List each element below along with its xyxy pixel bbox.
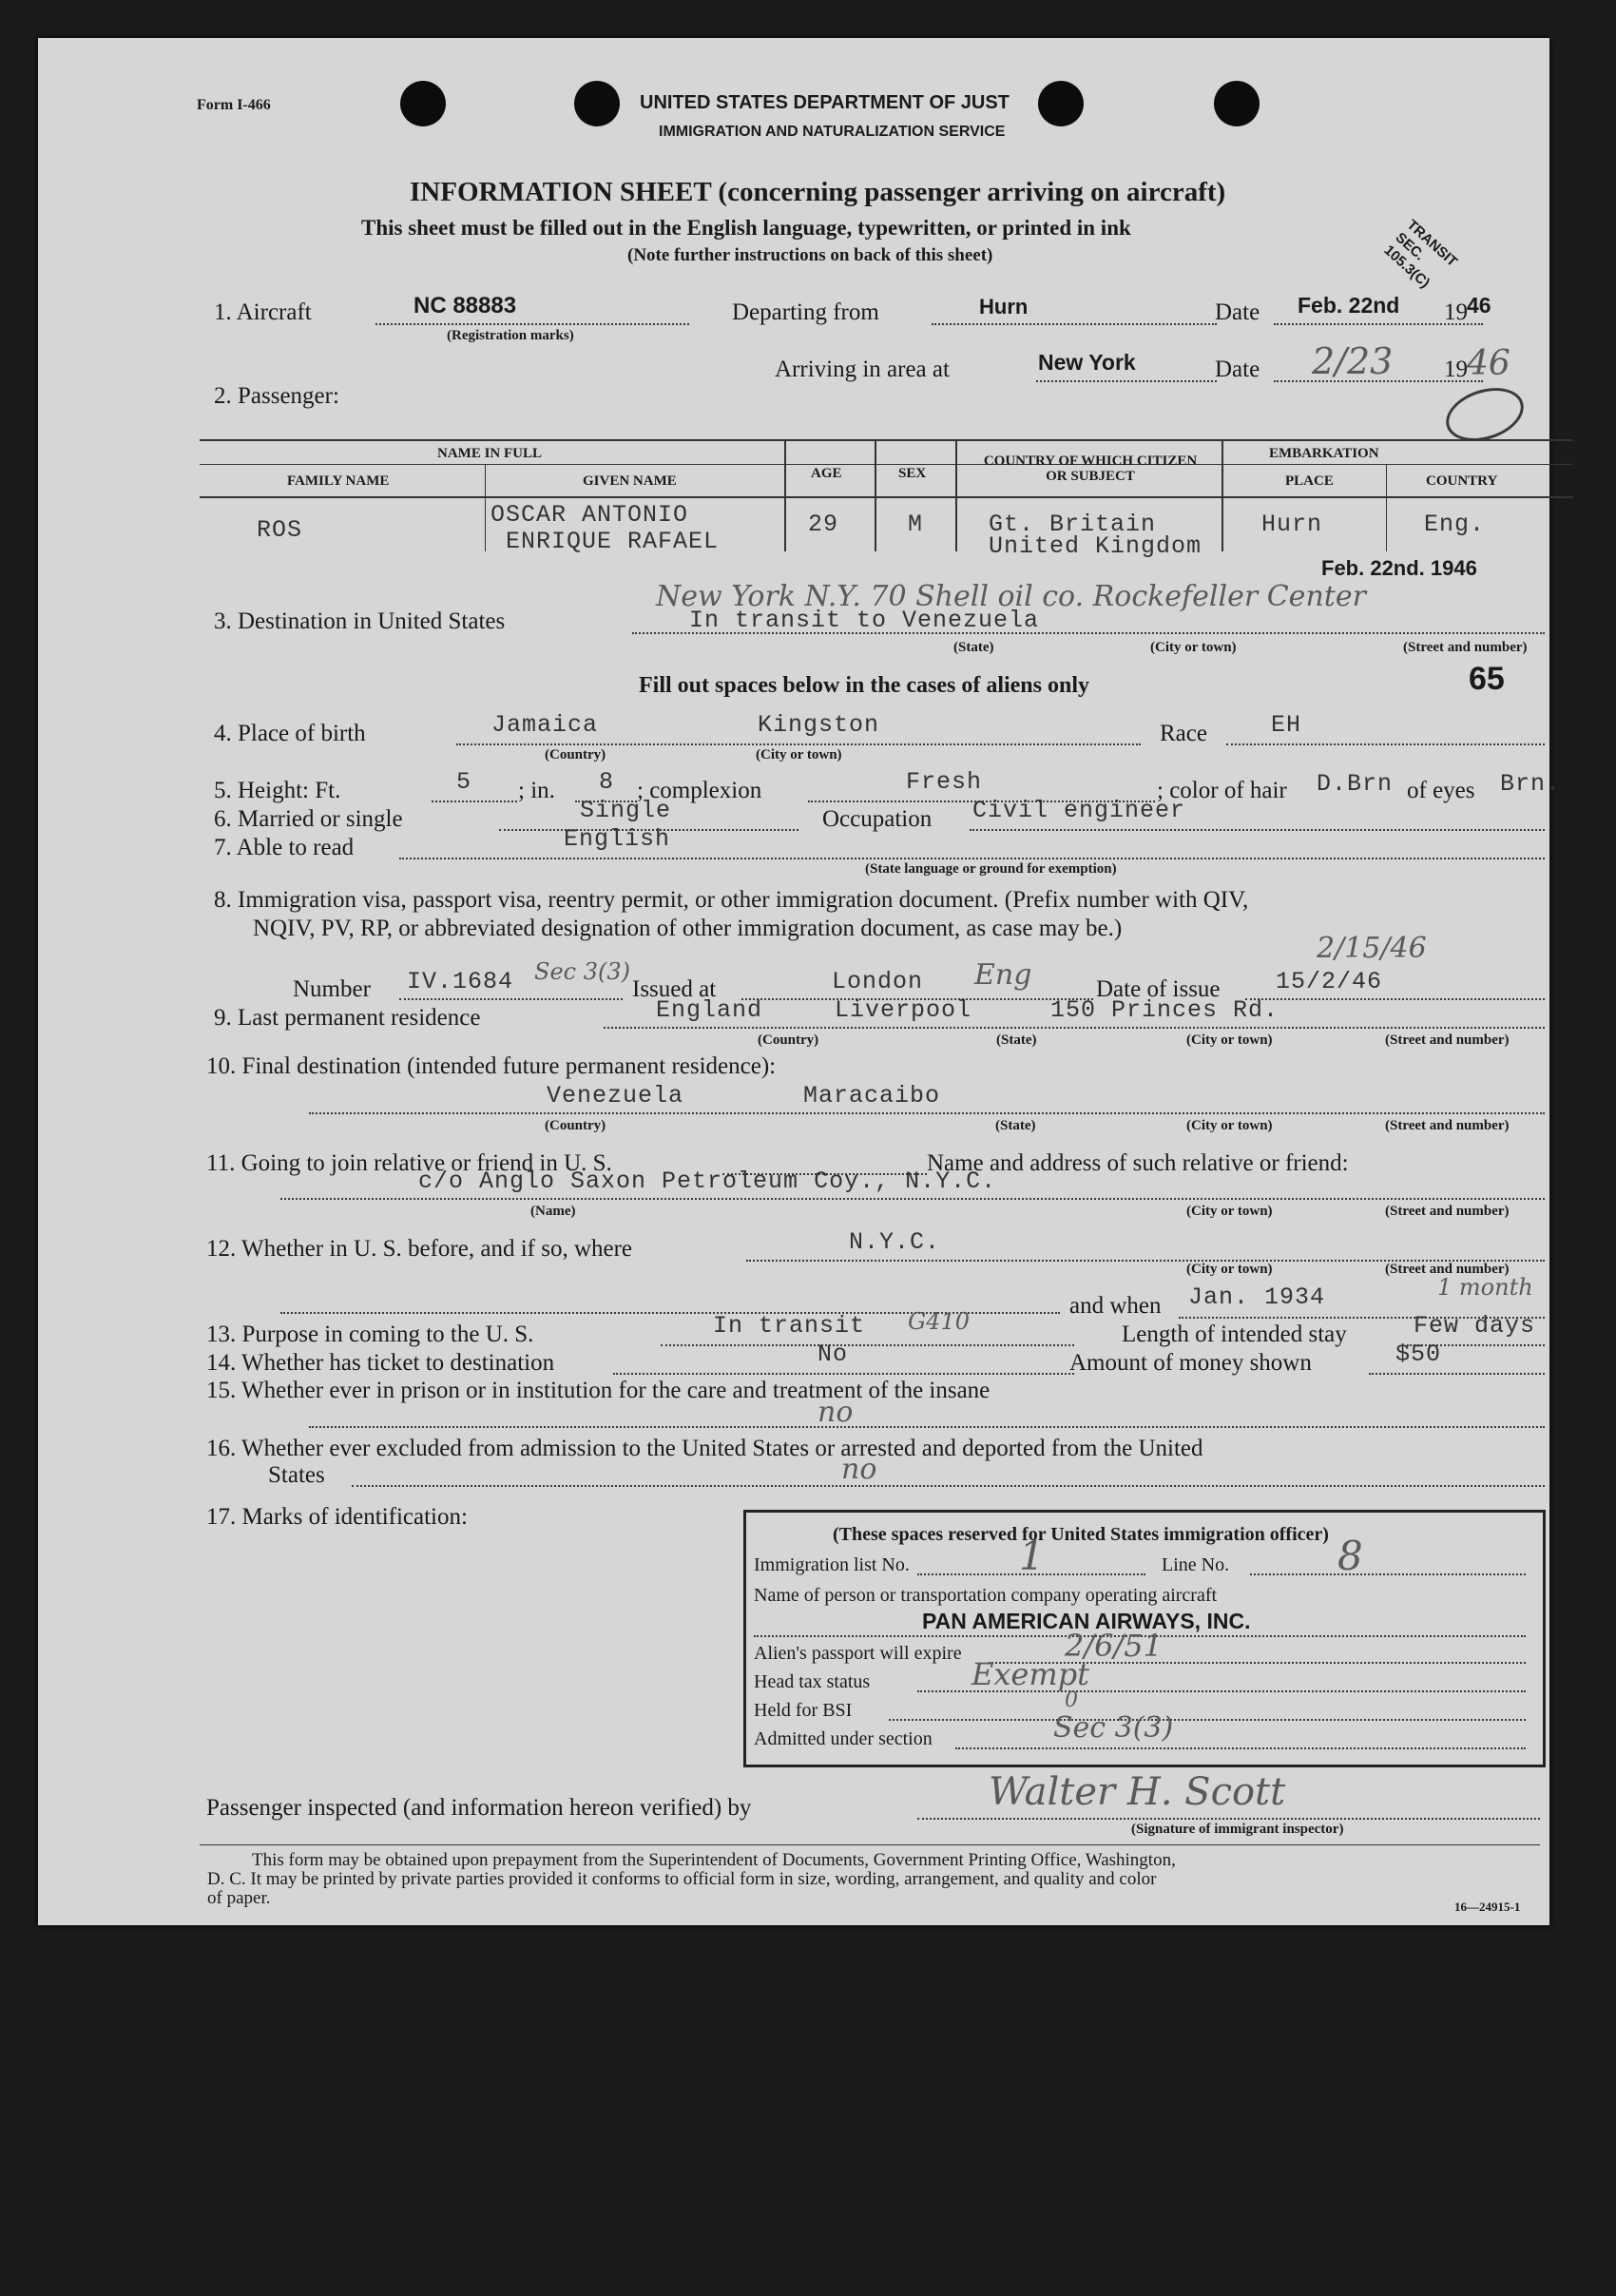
excluded-label-line2: States xyxy=(268,1462,325,1488)
height-ft-label: 5. Height: Ft. xyxy=(214,778,341,803)
company-label: Name of person or transportation company operating aircraft xyxy=(754,1585,1218,1606)
departing-label: Departing from xyxy=(732,299,879,325)
purpose-label: 13. Purpose in coming to the U. S. xyxy=(206,1322,534,1347)
punch-hole-center xyxy=(574,81,620,126)
col-given-name: GIVEN NAME xyxy=(583,473,677,489)
complexion-label: ; complexion xyxy=(637,778,762,803)
aircraft-registration: NC 88883 xyxy=(414,293,517,318)
destination-typed: In transit to Venezuela xyxy=(689,607,1040,634)
held-bsi-value: 0 xyxy=(1065,1688,1078,1712)
passenger-age: 29 xyxy=(808,511,839,538)
typed-departure-date: Feb. 22nd. 1946 xyxy=(1321,556,1477,580)
stay-label: Length of intended stay xyxy=(1122,1322,1347,1347)
inspector-signature: Walter H. Scott xyxy=(989,1770,1286,1814)
birth-country: Jamaica xyxy=(491,711,599,739)
eyes-label: of eyes xyxy=(1407,778,1475,803)
col-sex: SEX xyxy=(898,466,927,481)
depart-year-prefix: 19 xyxy=(1444,299,1468,325)
col-age: AGE xyxy=(811,466,842,481)
money-value: $50 xyxy=(1395,1341,1442,1368)
col-embarkation: EMBARKATION xyxy=(1269,446,1379,461)
purpose-handwritten: G410 xyxy=(908,1308,970,1335)
officer-box-heading: (These spaces reserved for United States immigration officer) xyxy=(833,1524,1329,1545)
arriving-at: New York xyxy=(1038,350,1136,375)
date-of-issue-label: Date of issue xyxy=(1096,976,1221,1002)
residence-country: England xyxy=(656,996,763,1024)
dest-city-caption: (City or town) xyxy=(1150,640,1237,655)
embarkation-place: Hurn xyxy=(1261,511,1323,538)
final-country: Venezuela xyxy=(547,1082,684,1109)
residence-city: Liverpool xyxy=(835,996,972,1024)
family-name: ROS xyxy=(257,516,303,544)
head-tax-status: Exempt xyxy=(972,1656,1090,1692)
citizen-line2: United Kingdom xyxy=(989,532,1202,560)
final-state-caption: (State) xyxy=(995,1118,1036,1133)
res-street-caption: (Street and number) xyxy=(1385,1032,1510,1048)
res-country-caption: (Country) xyxy=(758,1032,819,1048)
aliens-heading: Fill out spaces below in the cases of aliens only xyxy=(639,673,1090,698)
hair-label: ; color of hair xyxy=(1157,778,1287,803)
read-language: English xyxy=(564,825,671,853)
number-mark-65: 65 xyxy=(1469,661,1505,697)
occupation-value: Civil engineer xyxy=(972,797,1186,824)
when-label: and when xyxy=(1069,1293,1162,1319)
destination-label: 3. Destination in United States xyxy=(214,608,506,634)
col-name-in-full: NAME IN FULL xyxy=(437,446,543,461)
footer-line2: D. C. It may be printed by private parties provided it conforms to official form in size, wording, arrangement, and quality and color xyxy=(207,1869,1157,1889)
service-heading: IMMIGRATION AND NATURALIZATION SERVICE xyxy=(659,124,1006,140)
issued-at: London xyxy=(832,968,924,995)
final-street-caption: (Street and number) xyxy=(1385,1118,1510,1133)
footer-line1: This form may be obtained upon prepayment from the Superintendent of Documents, Government Printing Office, Washington, xyxy=(252,1850,1176,1870)
date-of-issue-handwritten: 2/15/46 xyxy=(1317,932,1427,965)
relative-name-label: Name and address of such relative or friend: xyxy=(927,1150,1349,1176)
issued-at-handwritten: Eng xyxy=(974,958,1032,992)
res-state-caption: (State) xyxy=(996,1032,1037,1048)
department-heading: UNITED STATES DEPARTMENT OF JUST xyxy=(640,92,1010,113)
head-tax-label: Head tax status xyxy=(754,1671,871,1692)
arrive-year: 46 xyxy=(1467,344,1510,383)
arrive-date: 2/23 xyxy=(1312,340,1394,382)
birth-country-caption: (Country) xyxy=(545,747,606,762)
excluded-answer: no xyxy=(841,1453,877,1486)
prison-label: 15. Whether ever in prison or in institution for the care and treatment of the insane xyxy=(206,1378,991,1403)
ticket-label: 14. Whether has ticket to destination xyxy=(206,1350,555,1376)
citizen-line1: Gt. Britain xyxy=(989,511,1157,538)
aircraft-label: 1. Aircraft xyxy=(214,299,312,325)
final-city-caption: (City or town) xyxy=(1186,1118,1273,1133)
arrive-date-label: Date xyxy=(1215,357,1260,382)
depart-date: Feb. 22nd xyxy=(1298,293,1400,318)
visa-number-label: Number xyxy=(293,976,371,1002)
relative-name-caption: (Name) xyxy=(530,1204,576,1219)
transit-stamp: TRANSIT SEC. 105.3(C) xyxy=(1380,217,1461,292)
visit-street-caption: (Street and number) xyxy=(1385,1262,1510,1277)
occupation-label: Occupation xyxy=(822,806,933,832)
dest-state-caption: (State) xyxy=(953,640,994,655)
passenger-label: 2. Passenger: xyxy=(214,383,339,409)
excluded-label-line1: 16. Whether ever excluded from admission to the United States or arrested and deported from the United xyxy=(206,1436,1203,1461)
footer-line3: of paper. xyxy=(207,1888,271,1908)
height-in: 8 xyxy=(599,768,615,796)
complexion-value: Fresh xyxy=(906,768,983,796)
birth-city-caption: (City or town) xyxy=(756,747,842,762)
col-family-name: FAMILY NAME xyxy=(287,473,390,489)
form-subtitle: This sheet must be filled out in the English language, typewritten, or printed in ink xyxy=(361,216,1131,240)
eye-color: Brn. xyxy=(1500,770,1562,798)
read-label: 7. Able to read xyxy=(214,835,355,860)
departing-from: Hurn xyxy=(979,295,1029,318)
res-city-caption: (City or town) xyxy=(1186,1032,1273,1048)
stay-value: Few days xyxy=(1414,1312,1536,1340)
company-name: PAN AMERICAN AIRWAYS, INC. xyxy=(922,1609,1251,1633)
visa-text-line2: NQIV, PV, RP, or abbreviated designation of other immigration document, as case may be.) xyxy=(253,916,1123,941)
given-name-line1: OSCAR ANTONIO xyxy=(491,501,689,529)
final-city: Maracaibo xyxy=(803,1082,941,1109)
visit-city-caption: (City or town) xyxy=(1186,1262,1273,1277)
relative-street-caption: (Street and number) xyxy=(1385,1204,1510,1219)
passport-expire-date: 2/6/51 xyxy=(1065,1628,1163,1664)
visa-number: IV.1684 xyxy=(407,968,514,995)
prison-answer: no xyxy=(818,1396,854,1429)
previous-visit-when: Jan. 1934 xyxy=(1188,1283,1326,1311)
depart-date-label: Date xyxy=(1215,299,1260,325)
money-label: Amount of money shown xyxy=(1069,1350,1312,1376)
given-name-line2: ENRIQUE RAFAEL xyxy=(506,528,720,555)
held-bsi-label: Held for BSI xyxy=(754,1700,853,1721)
issued-at-label: Issued at xyxy=(632,976,717,1002)
arriving-label: Arriving in area at xyxy=(775,357,950,382)
purpose-value: In transit xyxy=(713,1312,866,1340)
immigration-list-label: Immigration list No. xyxy=(754,1554,910,1575)
line-no: 8 xyxy=(1337,1533,1363,1579)
relative-address: c/o Anglo Saxon Petroleum Coy., N.Y.C. xyxy=(418,1167,997,1195)
col-country-citizen: COUNTRY OF WHICH CITIZEN OR SUBJECT xyxy=(983,453,1198,484)
visa-number-handwritten: Sec 3(3) xyxy=(534,958,630,985)
col-place: PLACE xyxy=(1285,473,1334,489)
form-note: (Note further instructions on back of this sheet) xyxy=(627,245,993,265)
ticket-value: No xyxy=(818,1341,849,1368)
birthplace-label: 4. Place of birth xyxy=(214,721,366,746)
immigration-list-no: 1 xyxy=(1019,1533,1045,1579)
final-country-caption: (Country) xyxy=(545,1118,606,1133)
col-emb-country: COUNTRY xyxy=(1426,473,1498,489)
previous-visit-duration: 1 month xyxy=(1437,1274,1533,1301)
admitted-section-label: Admitted under section xyxy=(754,1728,933,1749)
punch-hole-right-b xyxy=(1214,81,1260,126)
form-title: INFORMATION SHEET (concerning passenger arriving on aircraft) xyxy=(410,177,1226,207)
registration-caption: (Registration marks) xyxy=(447,328,574,343)
form-number: Form I-466 xyxy=(197,97,271,113)
marital-status: Single xyxy=(580,797,672,824)
join-relative-label: 11. Going to join relative or friend in U. S. xyxy=(206,1150,612,1176)
signature-caption: (Signature of immigrant inspector) xyxy=(1131,1822,1344,1837)
line-no-label: Line No. xyxy=(1162,1554,1230,1575)
destination-handwritten: New York N.Y. 70 Shell oil co. Rockefeller Center xyxy=(656,580,1366,613)
embarkation-country: Eng. xyxy=(1424,511,1486,538)
previous-visit-label: 12. Whether in U. S. before, and if so, where xyxy=(206,1236,633,1262)
marital-label: 6. Married or single xyxy=(214,806,403,832)
read-caption: (State language or ground for exemption) xyxy=(865,861,1117,877)
residence-street: 150 Princes Rd. xyxy=(1050,996,1279,1024)
inspected-label: Passenger inspected (and information hereon verified) by xyxy=(206,1795,752,1821)
admitted-section: Sec 3(3) xyxy=(1053,1711,1174,1745)
passport-expire-label: Alien's passport will expire xyxy=(754,1643,962,1664)
arrive-year-prefix: 19 xyxy=(1444,357,1468,382)
date-of-issue: 15/2/46 xyxy=(1276,968,1383,995)
residence-label: 9. Last permanent residence xyxy=(214,1005,481,1031)
relative-city-caption: (City or town) xyxy=(1186,1204,1273,1219)
birth-city: Kingston xyxy=(758,711,880,739)
race-label: Race xyxy=(1160,721,1207,746)
previous-visit-place: N.Y.C. xyxy=(849,1228,941,1256)
identification-label: 17. Marks of identification: xyxy=(206,1504,468,1530)
depart-year: 46 xyxy=(1467,293,1491,318)
height-ft: 5 xyxy=(456,768,472,796)
hair-color: D.Brn xyxy=(1317,770,1394,798)
form-sheet xyxy=(38,38,1562,1925)
final-destination-label: 10. Final destination (intended future permanent residence): xyxy=(206,1053,777,1079)
footer-code: 16—24915-1 xyxy=(1454,1900,1521,1914)
height-in-label: ; in. xyxy=(518,778,555,803)
punch-hole-left xyxy=(400,81,446,126)
visa-text-line1: 8. Immigration visa, passport visa, reentry permit, or other immigration document. (Prefix number with QIV, xyxy=(214,887,1249,913)
dest-street-caption: (Street and number) xyxy=(1403,640,1528,655)
race-value: EH xyxy=(1271,711,1302,739)
punch-hole-right-a xyxy=(1038,81,1084,126)
passenger-sex: M xyxy=(908,511,924,538)
